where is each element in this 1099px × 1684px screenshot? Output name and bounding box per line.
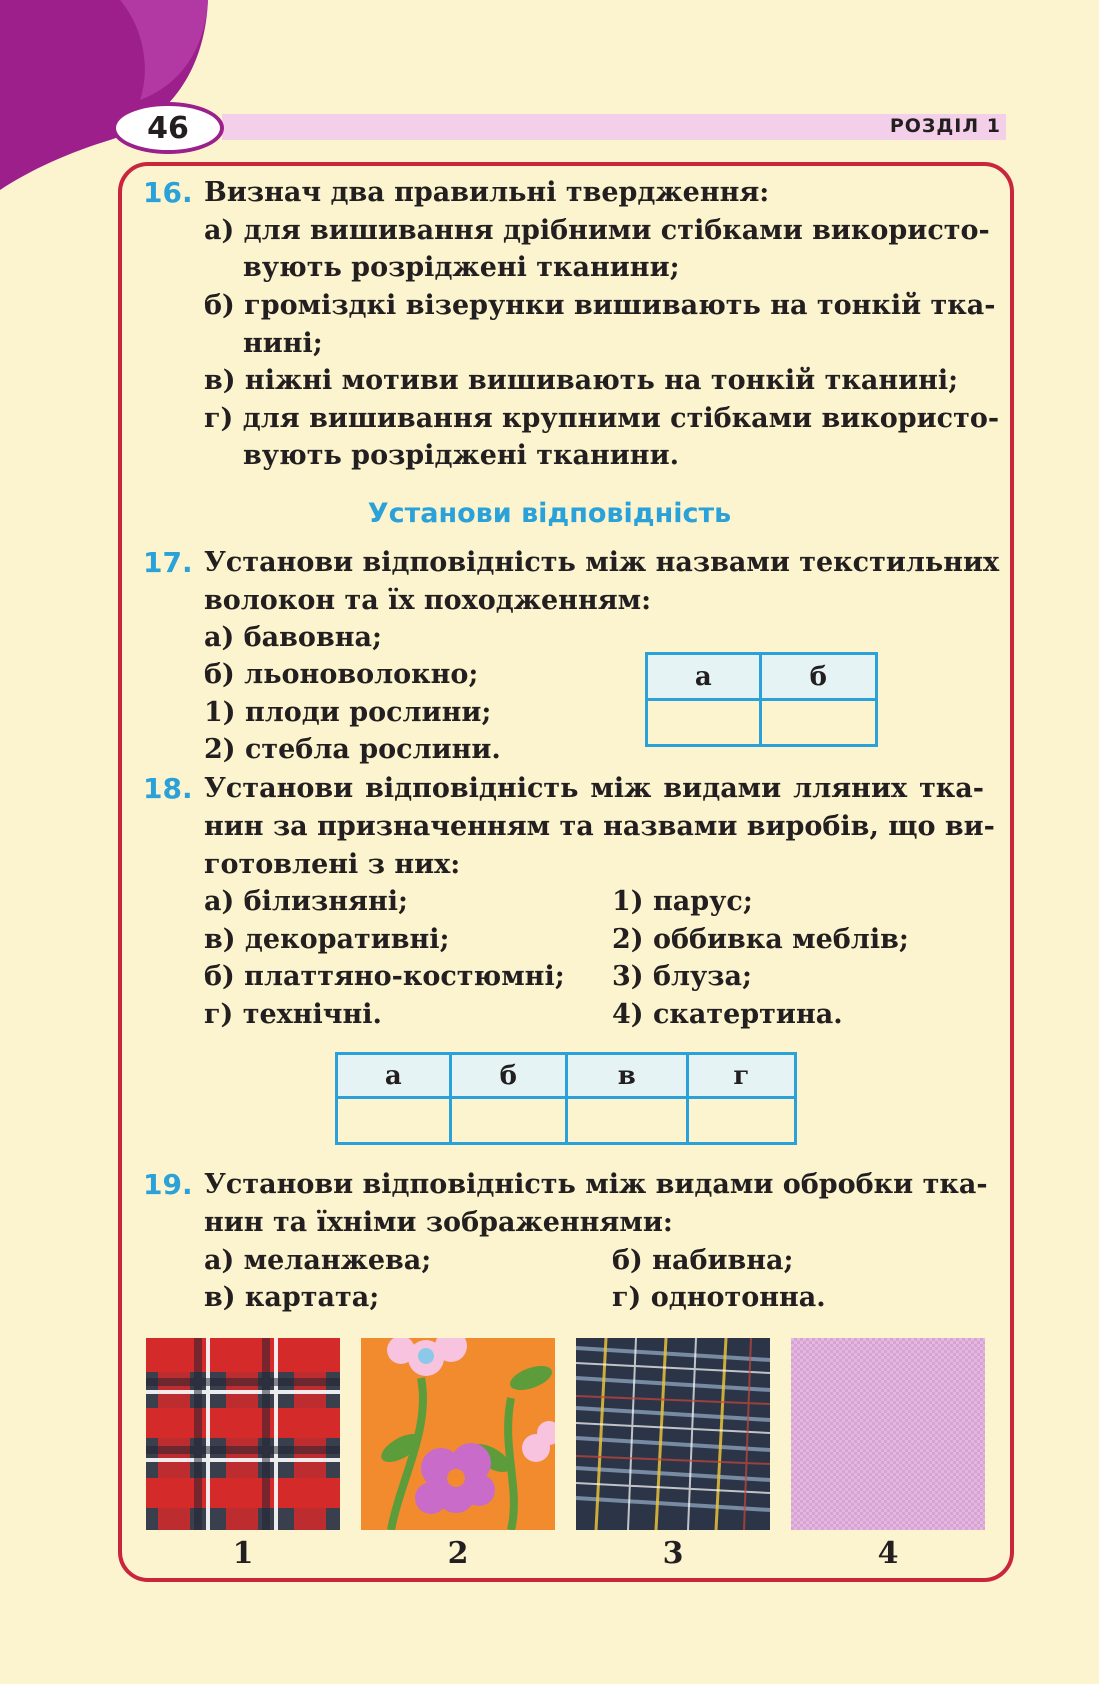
answer-cell[interactable] xyxy=(687,1098,795,1144)
question-17-item-1: 1) плоди рослини; xyxy=(204,697,492,728)
question-17-number: 17. xyxy=(143,546,193,579)
question-19-number: 19. xyxy=(143,1168,193,1201)
question-18-left-item: г) технічні. xyxy=(204,999,382,1030)
question-18-text: Установи відповідність між видами лляних тка- xyxy=(204,773,984,804)
question-18-right-item: 3) блуза; xyxy=(612,961,752,992)
question-16-text: Визнач два правильні твердження: xyxy=(204,177,770,208)
answer-header-b: б xyxy=(760,654,876,700)
page-number: 46 xyxy=(112,102,224,154)
header-bar xyxy=(222,114,1006,140)
question-16-option-g-cont: вують розріджені тканини. xyxy=(243,440,679,471)
question-19-text-cont: нин та їхніми зображеннями: xyxy=(204,1207,673,1238)
question-19-right-item: б) набивна; xyxy=(612,1245,794,1276)
question-18-left-item: а) білизняні; xyxy=(204,886,408,917)
question-17-item-2: 2) стебла рослини. xyxy=(204,734,501,765)
question-18-answer-table xyxy=(335,1052,797,1145)
fabric-image-plaid xyxy=(146,1338,340,1530)
question-16-option-b: б) громіздкі візерунки вишивають на тонкій тка- xyxy=(204,290,996,321)
question-17-text: Установи відповідність між назвами текстильних xyxy=(204,547,1000,578)
fabric-image-melange xyxy=(576,1338,770,1530)
question-18-right-item: 4) скатертина. xyxy=(612,999,843,1030)
question-16-option-a-cont: вують розріджені тканини; xyxy=(243,252,680,283)
question-19-left-item: в) картата; xyxy=(204,1282,380,1313)
answer-header-a: а xyxy=(337,1054,451,1098)
answer-header-g: г xyxy=(687,1054,795,1098)
question-16-option-g: г) для вишивання крупними стібками використо- xyxy=(204,403,1000,434)
image-label-4: 4 xyxy=(877,1536,899,1571)
question-16-option-v: в) ніжні мотиви вишивають на тонкій тканині; xyxy=(204,365,959,396)
question-19-right-item: г) однотонна. xyxy=(612,1282,826,1313)
question-18-right-item: 2) оббивка меблів; xyxy=(612,924,909,955)
answer-cell[interactable] xyxy=(450,1098,566,1144)
question-19-text: Установи відповідність між видами обробки тка- xyxy=(204,1169,988,1200)
question-16-number: 16. xyxy=(143,176,193,209)
section-label: РОЗДІЛ 1 xyxy=(889,115,1001,137)
question-18-right-item: 1) парус; xyxy=(612,886,753,917)
answer-cell[interactable] xyxy=(647,700,761,746)
answer-cell[interactable] xyxy=(760,700,876,746)
section-heading: Установи відповідність xyxy=(367,498,732,529)
question-18-left-item: в) декоративні; xyxy=(204,924,450,955)
question-17-item-b: б) льоноволокно; xyxy=(204,659,479,690)
question-17-item-a: а) бавовна; xyxy=(204,622,382,653)
question-18-text-cont: нин за призначенням та назвами виробів, що ви- xyxy=(204,811,995,842)
fabric-image-plain xyxy=(791,1338,985,1530)
question-18-left-item: б) платтяно-костюмні; xyxy=(204,961,565,992)
image-label-1: 1 xyxy=(232,1536,254,1571)
fabric-image-print xyxy=(361,1338,555,1530)
answer-header-b: б xyxy=(450,1054,566,1098)
question-17-answer-table xyxy=(645,652,878,747)
image-label-2: 2 xyxy=(447,1536,469,1571)
question-17-text-cont: волокон та їх походженням: xyxy=(204,585,652,616)
question-19-left-item: а) меланжева; xyxy=(204,1245,432,1276)
question-16-option-b-cont: нині; xyxy=(243,328,323,359)
answer-cell[interactable] xyxy=(337,1098,451,1144)
question-16-option-a: а) для вишивання дрібними стібками використо- xyxy=(204,215,990,246)
question-18-number: 18. xyxy=(143,772,193,805)
answer-header-v: в xyxy=(567,1054,688,1098)
answer-header-a: а xyxy=(647,654,761,700)
image-label-3: 3 xyxy=(662,1536,684,1571)
answer-cell[interactable] xyxy=(567,1098,688,1144)
question-18-text-end: готовлені з них: xyxy=(204,849,461,880)
